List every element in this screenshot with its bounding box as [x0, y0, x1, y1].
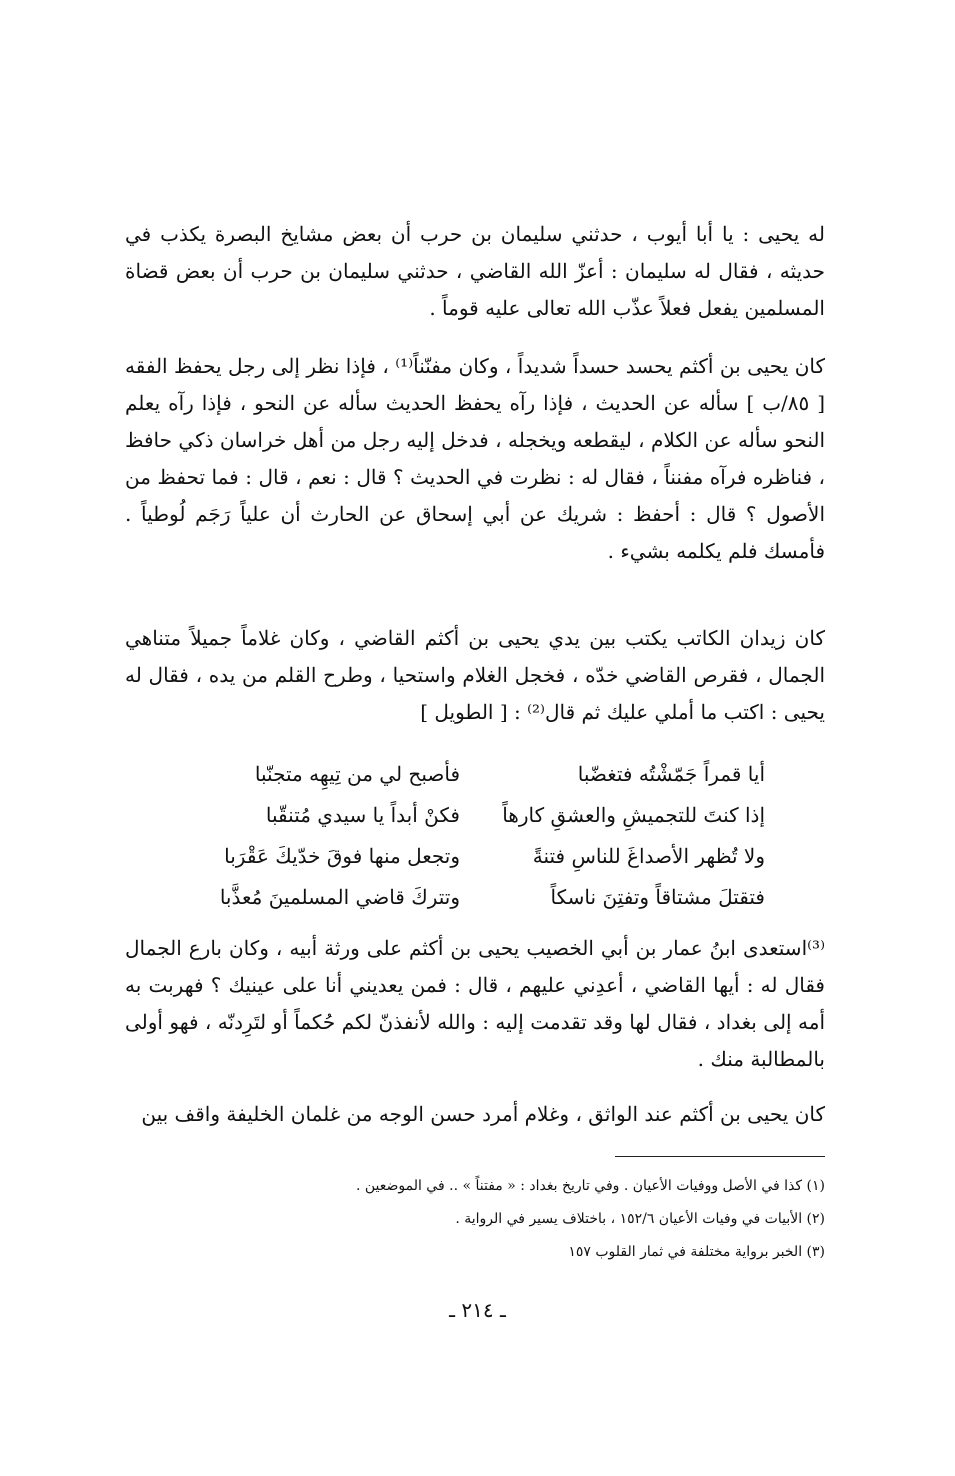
verse-second-hemistich: فكنْ أبداً يا سيدي مُتنقّبا	[265, 802, 460, 827]
poem-verses	[195, 753, 765, 917]
paragraph-1	[125, 216, 825, 327]
verse-first-hemistich: إذا كنتَ للتجميشِ والعشقِ كارهاً	[502, 802, 765, 827]
verse-second-hemistich: فأصبح لي من تِيهِه متجنّبا	[254, 761, 460, 786]
paragraph-3-text: كان زيدان الكاتب يكتب بين يدي يحيى بن أكثم القاضي ، وكان غلاماً جميلاً متناهي الجمال ، فقرص القاضي خدّه ، فخجل الغلام واستحيا ، وطرح القلم من يده ، فقال له يحيى : اكتب ما أملي عليك ثم قال⁽²⁾ : [ الطويل ]	[125, 626, 825, 724]
paragraph-3	[125, 620, 825, 731]
footnote-divider	[615, 1156, 825, 1157]
verse-first-hemistich: ولا تُظهر الأصداغَ للناسِ فتنةً	[532, 843, 765, 868]
verse-first-hemistich: فتقتلَ مشتاقاً وتفتِنَ ناسكاً	[550, 884, 765, 909]
paragraph-5	[125, 1096, 825, 1133]
paragraph-2-text: كان يحيى بن أكثم يحسد حسداً شديداً ، وكان مفنّناً⁽¹⁾ ، فإذا نظر إلى رجل يحفظ الفقه [ ٨٥/ب ] سأله عن الحديث ، فإذا رآه يحفظ الحديث سأله عن النحو ، فإذا رآه يعلم النحو سأله عن الكلام ، ليقطعه ويخجله ، فدخل إليه رجل من أهل خراسان ذكي حافظ ، فناظره فرآه مفنناً ، فقال له : نظرت في الحديث ؟ قال : نعم ، قال : فما تحفظ من الأصول ؟ قال : أحفظ : شريك عن أبي إسحاق عن الحارث أن علياً رَجَم لُوطياً . فأمسك فلم يكلمه بشيء .	[125, 354, 825, 563]
footnote-3: (٣) الخبر برواية مختلفة في ثمار القلوب ١٥٧	[568, 1244, 825, 1260]
paragraph-2	[125, 348, 825, 570]
footnote-1: (١) كذا في الأصل ووفيات الأعيان . وفي تاريخ بغداد : « مفتناً » .. في الموضعين .	[355, 1178, 825, 1194]
verse-row	[195, 753, 765, 794]
page-number: ـ ٢١٤ ـ	[449, 1298, 506, 1322]
paragraph-4	[125, 930, 825, 1078]
footnotes	[125, 1170, 825, 1269]
verse-first-hemistich: أيا قمراً جَمّشْتُه فتغضّبا	[577, 761, 765, 786]
verse-row	[195, 876, 765, 917]
paragraph-1-text: له يحيى : يا أبا أيوب ، حدثني سليمان بن حرب أن بعض مشايخ البصرة يكذب في حديثه ، فقال له سليمان : أعزّ الله القاضي ، حدثني سليمان بن حرب أن بعض قضاة المسلمين يفعل فعلاً عذّب الله تعالى عليه قوماً .	[125, 222, 825, 320]
verse-second-hemistich: وتتركَ قاضي المسلمينَ مُعذَّبا	[219, 884, 460, 909]
verse-row	[195, 835, 765, 876]
verse-second-hemistich: وتجعل منها فوقَ خدّيكَ عَقْرَبا	[224, 843, 460, 868]
paragraph-4-text: ⁽³⁾استعدى ابنُ عمار بن أبي الخصيب يحيى بن أكثم على ورثة أبيه ، وكان بارع الجمال فقال له : أيها القاضي ، أعدِني عليهم ، قال : فمن يعديني أنا على عينيك ؟ فهربت به أمه إلى بغداد ، فقال لها وقد تقدمت إليه : والله لأنفذنّ لكم حُكماً أو لتَرِدنّه ، فهو أولى بالمطالبة منك .	[125, 936, 825, 1071]
paragraph-5-text: كان يحيى بن أكثم عند الواثق ، وغلام أمرد حسن الوجه من غلمان الخليفة واقف بين	[141, 1102, 825, 1126]
footnote-2: (٢) الأبيات في وفيات الأعيان ١٥٢/٦ ، باختلاف يسير في الرواية .	[455, 1211, 825, 1227]
verse-row	[195, 794, 765, 835]
